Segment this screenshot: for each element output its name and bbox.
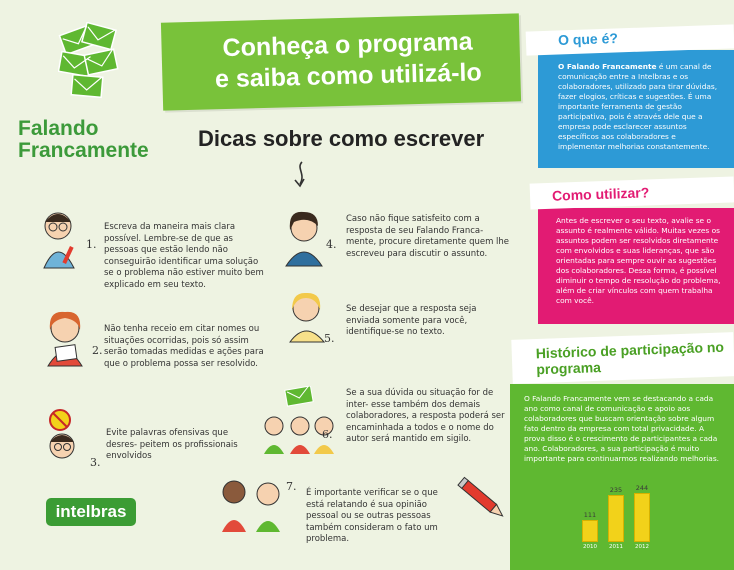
title-banner [161,13,521,110]
pencil-icon [452,470,512,530]
two-women-talking-icon [212,474,292,534]
history-title: Histórico de participação no programa [535,338,725,378]
chart-value-label: 111 [583,511,597,519]
tip-text: Caso não fique satisfeito com a resposta de seu Falando Franca- mente, procure diretamente quem lhe escreveu para discutir o assunto. [346,214,510,259]
chart-category-label: 2011 [609,544,623,550]
tip-number: 4. [326,238,337,251]
tip-text: Escreva da maneira mais clara possível. Lembre-se de que as pessoas que estão lendo não conseguirão identificar uma solução se o problema não estiver muito bem explicado em seu texto. [104,222,264,290]
tip-text: Não tenha receio em citar nomes ou situações ocorridas, pois só assim serão tomadas medidas e ações para que o problema possa ser resolvido. [104,324,264,369]
curved-arrow-icon [292,160,312,196]
intelbras-logo: intelbras [46,498,136,526]
what-is-text [558,62,724,152]
brand-line-1: Falando [18,117,99,140]
brand-line-2: Francamente [18,139,149,162]
how-to-use-title: Como utilizar? [551,184,650,204]
tip-number: 7. [286,480,297,493]
tips-title: Dicas sobre como escrever [198,126,485,151]
tip-text: Se a sua dúvida ou situação for de inter- esse também dos demais colaboradores, a resposta poderá ser encaminhada a todos e o nome do autor será mantido em sigilo. [346,388,505,444]
tip-text: Evite palavras ofensivas que desres- peitem os profissionais envolvidos [106,428,238,461]
chart-bar-2010 [582,520,598,542]
what-is-title: O que é? [557,29,619,49]
how-to-use-text: Antes de escrever o seu texto, avalie se o assunto é realmente válido. Muitas vezes os assuntos podem ser resolvidos diretamente com envolvidos e suas lideranças, que são orientadas para sempre ouvir as sugestões dos colaboradores. Dessa forma, é possível diminuir o tempo de resolução do problema, além de criar vínculos com quem trabalha com você. [556,216,721,305]
banner-line-1: Conheça o programa [222,27,473,63]
no-offensive-words-icon [38,406,88,468]
brand-name [18,118,168,162]
tip-number: 5. [324,332,335,345]
tip-text: Se desejar que a resposta seja enviada somente para você, identifique-se no texto. [346,304,477,337]
envelope-logo-icon [58,22,120,102]
chart-category-label: 2010 [583,544,597,550]
chart-value-label: 244 [635,484,649,492]
tip-number: 2. [92,344,103,357]
woman-with-paper-icon [40,308,90,368]
woman-thinking-icon [278,208,328,268]
man-with-glasses-icon [36,208,84,270]
tip-number: 6. [322,428,333,441]
tip-number: 1. [86,238,97,251]
what-is-bold: O Falando Francamente [558,62,657,71]
chart-bar-2012 [634,493,650,542]
history-text: O Falando Francamente vem se destacando a cada ano como canal de comunicação e apoio aos colaboradores que buscam orientação sobre algum fato dentro da empresa com total privacidade. A prova disso é o crescimento de participantes a cada ano. Colaboradores, a sua participação é muito importante para continuarmos realizando melhorias. [524,394,720,463]
chart-bar-2011 [608,495,624,542]
what-is-body: é um canal de comunicação entre a Intelbras e os colaboradores, utilizado para tirar dúvidas, fazer elogios, críticas e sugestões. É uma importante ferramenta de gestão participativa, pois é através dele que a empresa pode esclarecer assuntos específicos aos colaboradores e implementar melhorias constantemente. [558,62,718,151]
chart-value-label: 235 [609,486,623,494]
participation-chart [576,480,666,552]
tip-number: 3. [90,456,101,469]
tip-text: É importante verificar se o que está relatando é sua opinião pessoal ou se outras pessoas também consideram o fato um problema. [306,488,438,544]
banner-line-2: e saiba como utilizá-lo [214,58,483,94]
chart-category-label: 2012 [635,544,649,550]
group-of-people-icon [262,386,338,456]
